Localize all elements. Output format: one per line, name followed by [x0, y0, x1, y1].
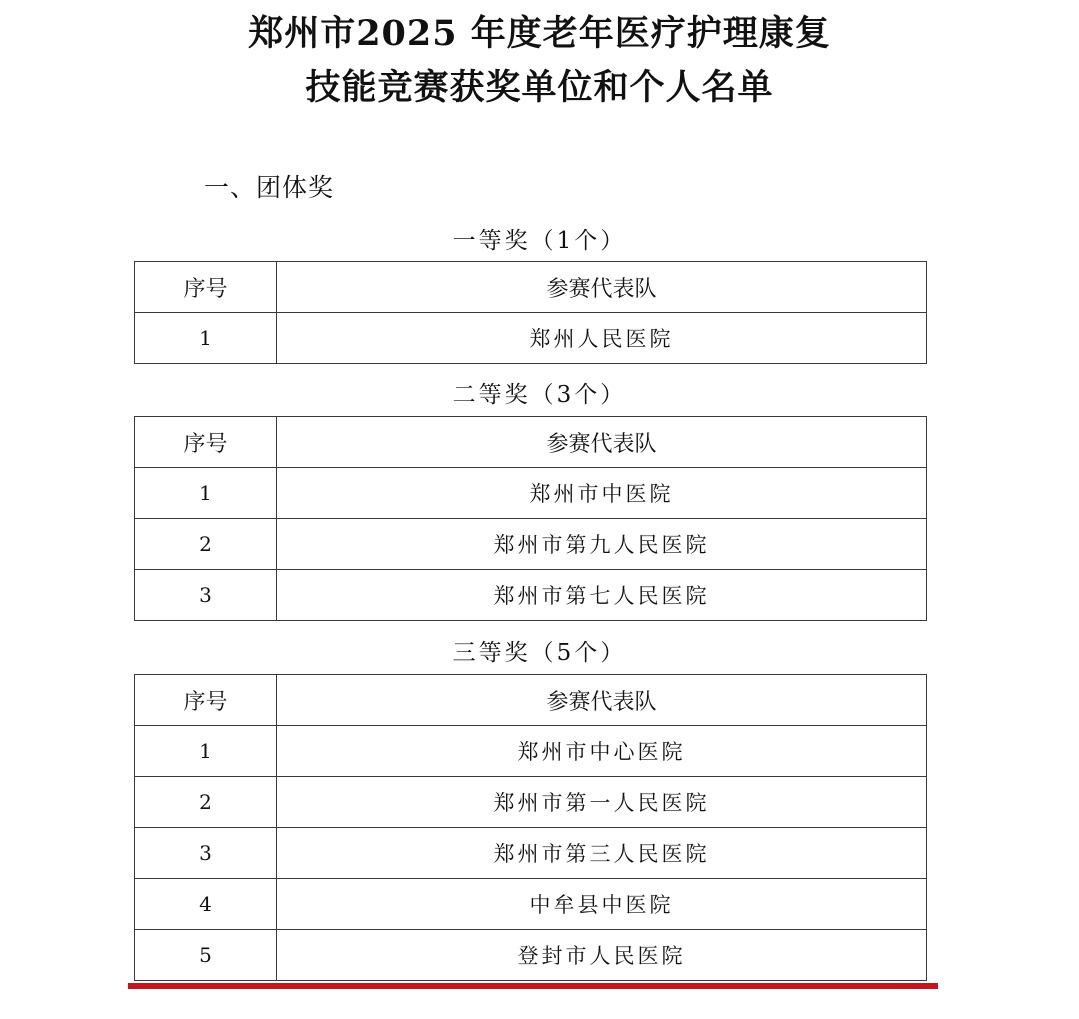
row-number: 5	[135, 930, 277, 981]
document-title-line-1: 郑州市2025 年度老年医疗护理康复	[248, 13, 831, 54]
team-name: 郑州市第一人民医院	[277, 777, 927, 828]
column-header-number: 序号	[135, 675, 277, 726]
table-header-row	[135, 675, 927, 726]
row-number: 2	[135, 519, 277, 570]
table-header-row	[135, 262, 927, 313]
table-row	[135, 570, 927, 621]
row-number: 4	[135, 879, 277, 930]
table-row	[135, 726, 927, 777]
table-row	[135, 930, 927, 981]
column-header-number: 序号	[135, 417, 277, 468]
second-prize-table	[134, 416, 927, 621]
row-number: 3	[135, 828, 277, 879]
row-number: 3	[135, 570, 277, 621]
column-header-team: 参赛代表队	[277, 675, 927, 726]
table-row	[135, 828, 927, 879]
team-name: 登封市人民医院	[277, 930, 927, 981]
team-name: 郑州市中心医院	[277, 726, 927, 777]
column-header-number: 序号	[135, 262, 277, 313]
column-header-team: 参赛代表队	[277, 417, 927, 468]
second-prize-title: 二等奖（3个）	[452, 382, 627, 408]
third-prize-title: 三等奖（5个）	[452, 640, 627, 666]
table-row	[135, 468, 927, 519]
table-row	[135, 879, 927, 930]
team-name: 郑州市第三人民医院	[277, 828, 927, 879]
row-number: 2	[135, 777, 277, 828]
team-name: 中牟县中医院	[277, 879, 927, 930]
column-header-team: 参赛代表队	[277, 262, 927, 313]
row-number: 1	[135, 313, 277, 364]
team-name: 郑州市中医院	[277, 468, 927, 519]
team-name: 郑州市第七人民医院	[277, 570, 927, 621]
first-prize-table	[134, 261, 927, 364]
document-title-line-2: 技能竞赛获奖单位和个人名单	[305, 67, 774, 108]
table-row	[135, 313, 927, 364]
table-row	[135, 777, 927, 828]
red-bottom-rule	[128, 983, 938, 989]
row-number: 1	[135, 468, 277, 519]
team-name: 郑州人民医院	[277, 313, 927, 364]
row-number: 1	[135, 726, 277, 777]
team-name: 郑州市第九人民医院	[277, 519, 927, 570]
table-header-row	[135, 417, 927, 468]
section-heading-team-awards: 一、团体奖	[204, 173, 335, 202]
third-prize-table	[134, 674, 927, 981]
first-prize-title: 一等奖（1个）	[452, 228, 627, 254]
table-row	[135, 519, 927, 570]
